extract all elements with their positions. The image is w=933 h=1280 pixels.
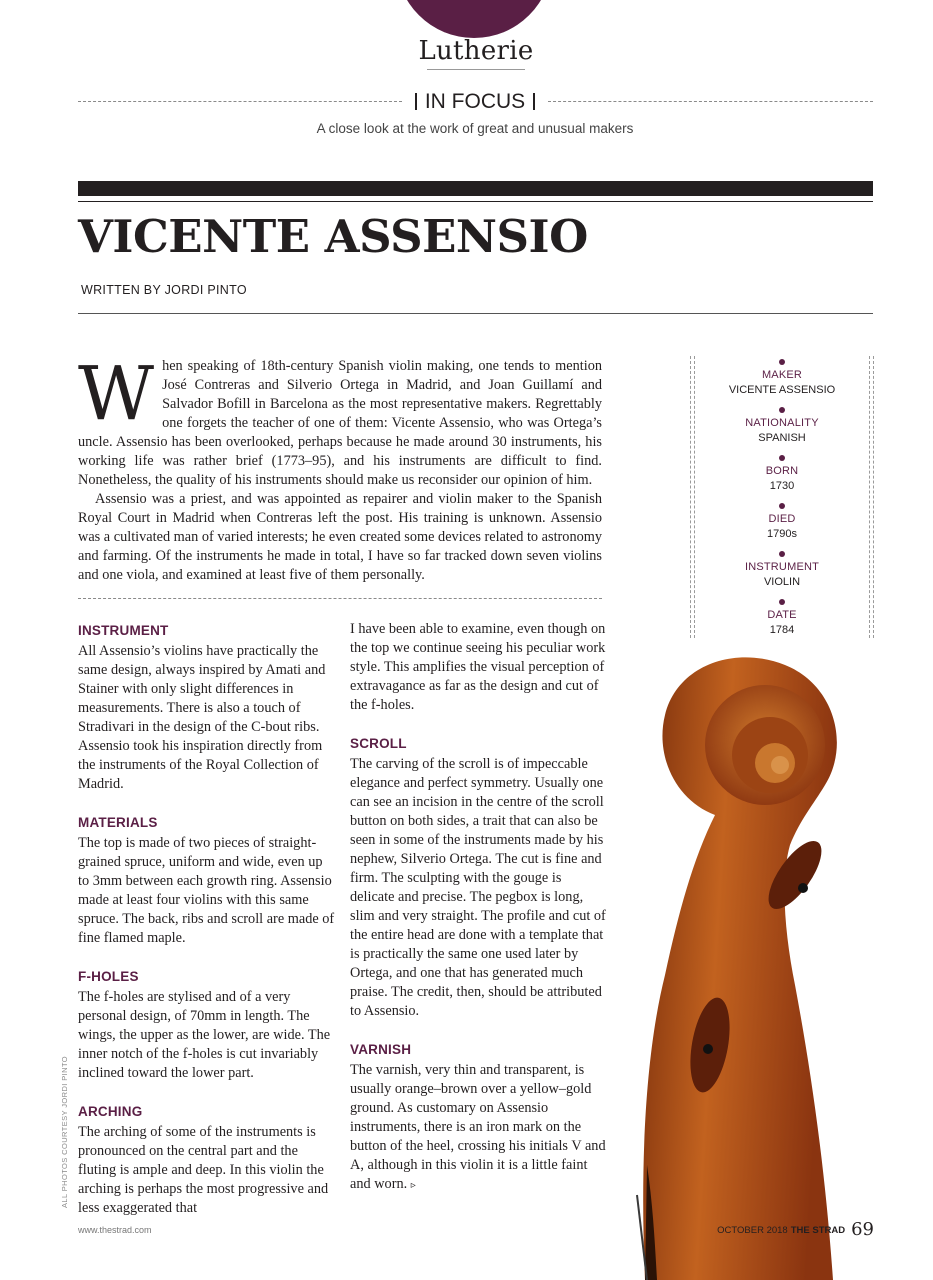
header-rule bbox=[78, 201, 873, 202]
fact-born bbox=[690, 455, 874, 494]
violin-scroll-photo bbox=[585, 605, 933, 1280]
fact-value: SPANISH bbox=[758, 432, 806, 444]
bullet-dot bbox=[779, 359, 785, 365]
bullet-dot bbox=[779, 503, 785, 509]
drop-cap: W bbox=[78, 351, 155, 437]
fact-died bbox=[690, 503, 874, 542]
focus-divider-right bbox=[548, 101, 873, 102]
intro-paragraph-2: Assensio was a priest, and was appointed as repairer and violin maker to the Spanish Royal Court in Madrid when Contreras left the post. His training is unknown. Assensio was a cultivated man of varied interests; he even created some devices related to astronomy and farming. Of the instruments he made in total, I have so far tracked down seven violins and one viola, and examined at least five of them personally. bbox=[78, 491, 603, 583]
fact-value: VIOLIN bbox=[763, 576, 801, 588]
fact-label: BORN bbox=[765, 465, 799, 477]
paragraph-varnish-text: The varnish, very thin and transparent, is usually orange–brown over a yellow–gold ground. As customary on Assensio instruments, there is an iron mark on the button of the heel, crossing his initials V and A, although in this violin it is a little faint and worn. bbox=[350, 1062, 606, 1192]
footer-date: OCTOBER 2018 bbox=[717, 1225, 788, 1236]
footer-folio bbox=[600, 1219, 874, 1240]
fact-value: 1790s bbox=[767, 528, 797, 540]
heading-f-holes: F-HOLES bbox=[78, 969, 139, 984]
article-title: VICENTE ASSENSIO bbox=[78, 210, 588, 263]
paragraph-arching-continued: I have been able to examine, even though on the top we continue seeing his peculiar work style. This amplifies the visual perception of extravagance as far as the design and cut of the f-holes. bbox=[350, 621, 606, 713]
heading-arching: ARCHING bbox=[78, 1104, 143, 1119]
article-byline: WRITTEN BY JORDI PINTO bbox=[81, 283, 247, 297]
fact-box-border-right-inner bbox=[869, 356, 870, 638]
byline-rule bbox=[78, 313, 873, 314]
heading-varnish: VARNISH bbox=[350, 1042, 412, 1057]
fact-instrument bbox=[690, 551, 874, 590]
article-column-2 bbox=[350, 620, 608, 1213]
intro-paragraph-1-text: hen speaking of 18th-century Spanish violin making, one tends to mention José Contreras and Silverio Ortega in Madrid, and Joan Guillamí and Salvador Bofill in Barcelona as the most representative makers. Regrettably one forgets the teacher of one of them: Vicente Assensio, who was Ortega’s uncle. Assensio has been overlooked, perhaps because he made around 30 instruments, his working life was rather brief (1773–95), and his instruments are difficult to find. Nonetheless, the quality of his instruments should make us reconsider our opinion of him. bbox=[78, 358, 602, 488]
fact-box-border-right bbox=[873, 356, 874, 638]
fact-value: 1730 bbox=[769, 480, 795, 492]
bullet-dot bbox=[779, 455, 785, 461]
fact-label: MAKER bbox=[761, 369, 803, 381]
paragraph-varnish bbox=[350, 1061, 608, 1195]
violin-peg-hole-upper bbox=[798, 883, 808, 893]
header-bar bbox=[78, 181, 873, 196]
fact-label: INSTRUMENT bbox=[744, 561, 820, 573]
violin-scroll-button bbox=[771, 756, 789, 774]
fact-label: DIED bbox=[768, 513, 796, 525]
fact-box-border-left bbox=[690, 356, 691, 638]
heading-scroll: SCROLL bbox=[350, 736, 407, 751]
fact-value: VICENTE ASSENSIO bbox=[728, 384, 836, 396]
page-number: 69 bbox=[851, 1219, 874, 1240]
fact-value: 1784 bbox=[769, 624, 795, 636]
section-title: Lutherie bbox=[418, 36, 534, 66]
article-intro bbox=[78, 351, 603, 585]
section-title-underline bbox=[427, 69, 525, 70]
heading-materials: MATERIALS bbox=[78, 815, 158, 830]
fact-maker bbox=[690, 359, 874, 398]
fact-label: DATE bbox=[767, 609, 797, 621]
end-mark-icon: ▹ bbox=[410, 1180, 416, 1191]
fact-label: NATIONALITY bbox=[745, 417, 819, 429]
intro-paragraph-1 bbox=[78, 351, 602, 490]
paragraph-f-holes: The f-holes are stylised and of a very personal design, of 70mm in length. The wings, the upper as the lower, are wide. The inner notch of the f-holes is cut invariably inclined toward the lower part. bbox=[78, 989, 331, 1081]
in-focus-label bbox=[402, 90, 548, 114]
bullet-dot bbox=[779, 551, 785, 557]
fact-nationality bbox=[690, 407, 874, 446]
violin-peg-hole-lower bbox=[703, 1044, 713, 1054]
article-column-1 bbox=[78, 620, 336, 1236]
focus-divider-left bbox=[78, 101, 402, 102]
footer-magazine: THE STRAD bbox=[790, 1225, 846, 1236]
photo-credit: ALL PHOTOS COURTESY JORDI PINTO bbox=[60, 1055, 69, 1208]
in-focus-text: IN FOCUS bbox=[424, 90, 526, 113]
paragraph-arching: The arching of some of the instruments is pronounced on the central part and the fluting is ample and deep. In this violin the arching is perhaps the most progressive and less exaggerated that bbox=[78, 1124, 329, 1216]
heading-instrument: INSTRUMENT bbox=[78, 623, 169, 638]
bullet-dot bbox=[779, 407, 785, 413]
section-emblem-circle bbox=[396, 0, 552, 38]
fact-box bbox=[690, 356, 874, 638]
footer-website: www.thestrad.com bbox=[78, 1225, 152, 1235]
section-tagline: A close look at the work of great and unusual makers bbox=[316, 121, 634, 136]
intro-divider bbox=[78, 598, 602, 599]
paragraph-materials: The top is made of two pieces of straight-grained spruce, uniform and wide, even up to 3mm between each growth ring. Assensio made at least four violins with this same spruce. The back, ribs and scroll are made of fine flamed maple. bbox=[78, 835, 335, 946]
fact-box-border-left-inner bbox=[694, 356, 695, 638]
paragraph-instrument: All Assensio’s violins have practically the same design, always inspired by Amati and Stainer with only slight differences in measurements. There is also a touch of Stradivari in the design of the C-bout ribs. Assensio took his inspiration directly from the instruments of the Royal Collection of Madrid. bbox=[78, 643, 326, 792]
paragraph-scroll: The carving of the scroll is of impeccable elegance and perfect symmetry. Usually one can see an incision in the centre of the scroll button on both sides, a trait that can also be seen in some of the instruments made by his nephew, Silverio Ortega. The cut is fine and firm. The sculpting with the gouge is delicate and precise. The pegbox is long, slim and very straight. The profile and cut of the entire head are done with a template that is practically the same one used later by Ortega, and one that has generated much praise. The credit, then, should be attributed to Assensio. bbox=[350, 756, 606, 1019]
